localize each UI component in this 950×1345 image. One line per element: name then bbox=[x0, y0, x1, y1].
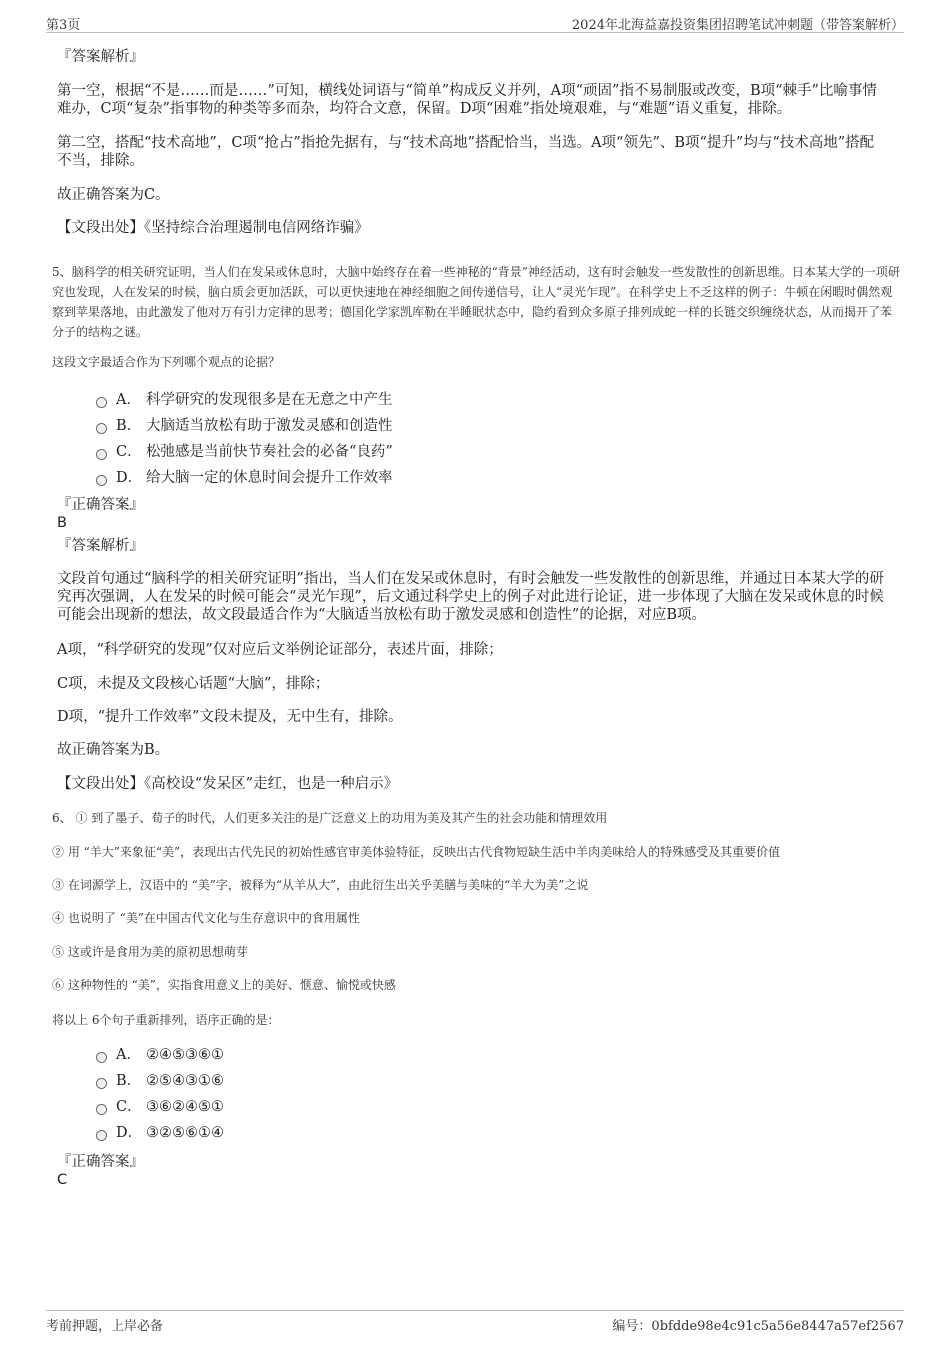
document-title: 2024年北海益嘉投资集团招聘笔试冲刺题（带答案解析） bbox=[571, 18, 904, 33]
q4-analysis-label: 『答案解析』 bbox=[57, 49, 144, 65]
q5-answer: B bbox=[57, 515, 67, 531]
page-footer bbox=[46, 1310, 904, 1333]
q5-analysis-para4: D项，“提升工作效率”文段未提及，无中生有，排除。 bbox=[57, 709, 403, 725]
q5-stem: 5、脑科学的相关研究证明，当人们在发呆或休息时，大脑中始终存在着一些神秘的“背景”神经活动，这有时会触发一些发散性的创新思维。日本某大学的一项研究也发现，人在发呆的时候，脑白质会更加活跃，可以更快速地在神经细胞之间传递信号，让人“灵光乍现”。在科学史上不乏这样的例子：牛顿在闲暇时偶然观察到苹果落地，由此激发了他对万有引力定律的思考；德国化学家凯库勒在半睡眠状态中，隐约看到众多原子排列成蛇一样的长链交织缠绕状态，从而揭开了苯分子的结构之谜。 bbox=[52, 265, 900, 339]
q5-analysis-para1: 文段首句通过“脑科学的相关研究证明”指出，当人们在发呆或休息时，有时会触发一些发散性的创新思维，并通过日本某大学的研究再次强调，人在发呆的时候可能会“灵光乍现”，后文通过科学史上的例子对此进行论证，进一步体现了大脑在发呆或休息的时候可能会出现新的想法，故文段最适合作为“大脑适当放松有助于激发灵感和创造性”的论据，对应B项。 bbox=[57, 571, 884, 623]
q5-analysis-para3: C项，未提及文段核心话题“大脑”，排除； bbox=[57, 676, 330, 692]
q5-conclusion: 故正确答案为B。 bbox=[57, 742, 170, 758]
q4-conclusion: 故正确答案为C。 bbox=[57, 187, 170, 203]
q6-option-a[interactable]: A． ②④⑤③⑥① bbox=[96, 1045, 224, 1065]
radio-icon[interactable] bbox=[96, 475, 107, 486]
q6-sentence-5: ⑤ 这或许是食用为美的原初思想萌芽 bbox=[52, 945, 248, 959]
q6-answer: C bbox=[57, 1172, 68, 1188]
q5-option-d[interactable]: D． 给大脑一定的休息时间会提升工作效率 bbox=[96, 468, 393, 488]
radio-icon[interactable] bbox=[96, 1104, 107, 1115]
q5-question: 这段文字最适合作为下列哪个观点的论据？ bbox=[52, 355, 281, 369]
radio-icon[interactable] bbox=[96, 397, 107, 408]
q6-option-b[interactable]: B． ②⑤④③①⑥ bbox=[96, 1071, 224, 1091]
radio-icon[interactable] bbox=[96, 423, 107, 434]
q6-sentence-6: ⑥ 这种物性的 “美”，实指食用意义上的美好、惬意、愉悦或快感 bbox=[52, 978, 396, 992]
document-code: 编号：0bfdde98e4c91c5a56e8447a57ef2567 bbox=[612, 1319, 904, 1334]
q5-option-c[interactable]: C． 松弛感是当前快节奏社会的必备“良药” bbox=[96, 442, 393, 462]
radio-icon[interactable] bbox=[96, 1052, 107, 1063]
q4-source: 【文段出处】《坚持综合治理遏制电信网络诈骗》 bbox=[57, 220, 369, 236]
page-number: 第3页 bbox=[46, 18, 81, 33]
q5-answer-label: 『正确答案』 bbox=[57, 497, 144, 513]
footer-slogan: 考前押题，上岸必备 bbox=[46, 1319, 164, 1334]
q5-option-a[interactable]: A． 科学研究的发现很多是在无意之中产生 bbox=[96, 390, 393, 410]
radio-icon[interactable] bbox=[96, 1130, 107, 1141]
radio-icon[interactable] bbox=[96, 449, 107, 460]
q6-sentence-3: ③ 在词源学上，汉语中的 “美”字，被释为“从羊从大”，由此衍生出关乎美膳与美味的“羊大为美”之说 bbox=[52, 878, 589, 892]
q4-analysis-para2: 第二空，搭配“技术高地”，C项“抢占”指抢先据有，与“技术高地”搭配恰当，当选。A项“领先”、B项“提升”均与“技术高地”搭配不当，排除。 bbox=[57, 135, 875, 169]
radio-icon[interactable] bbox=[96, 1078, 107, 1089]
q6-sentence-1: 6、 ① 到了墨子、荀子的时代，人们更多关注的是广泛意义上的功用为美及其产生的社会功能和情理效用 bbox=[52, 811, 608, 825]
q5-analysis-label: 『答案解析』 bbox=[57, 538, 144, 554]
q6-sentence-4: ④ 也说明了 “美”在中国古代文化与生存意识中的食用属性 bbox=[52, 911, 360, 925]
q6-sentence-2: ② 用 “羊大”来象征“美”，表现出古代先民的初始性感官审美体验特征，反映出古代食物短缺生活中羊肉美味给人的特殊感受及其重要价值 bbox=[52, 845, 781, 859]
q4-analysis-para1: 第一空，根据“不是……而是……”可知，横线处词语与“简单”构成反义并列，A项“顽固”指不易制服或改变，B项“棘手”比喻事情难办，C项“复杂”指事物的种类等多而杂，均符合文意，保留。D项“困难”指处境艰难，与“难题”语义重复，排除。 bbox=[57, 83, 877, 117]
q6-question: 将以上 6个句子重新排列，语序正确的是： bbox=[52, 1013, 280, 1027]
q5-analysis-para2: A项，“科学研究的发现”仅对应后文举例论证部分，表述片面，排除； bbox=[57, 642, 503, 658]
q6-option-c[interactable]: C． ③⑥②④⑤① bbox=[96, 1097, 224, 1117]
q5-option-b[interactable]: B． 大脑适当放松有助于激发灵感和创造性 bbox=[96, 416, 393, 436]
q6-option-d[interactable]: D． ③②⑤⑥①④ bbox=[96, 1123, 224, 1143]
q5-source: 【文段出处】《高校设“发呆区”走红，也是一种启示》 bbox=[57, 776, 399, 792]
page-header bbox=[46, 12, 904, 33]
q6-answer-label: 『正确答案』 bbox=[57, 1154, 144, 1170]
